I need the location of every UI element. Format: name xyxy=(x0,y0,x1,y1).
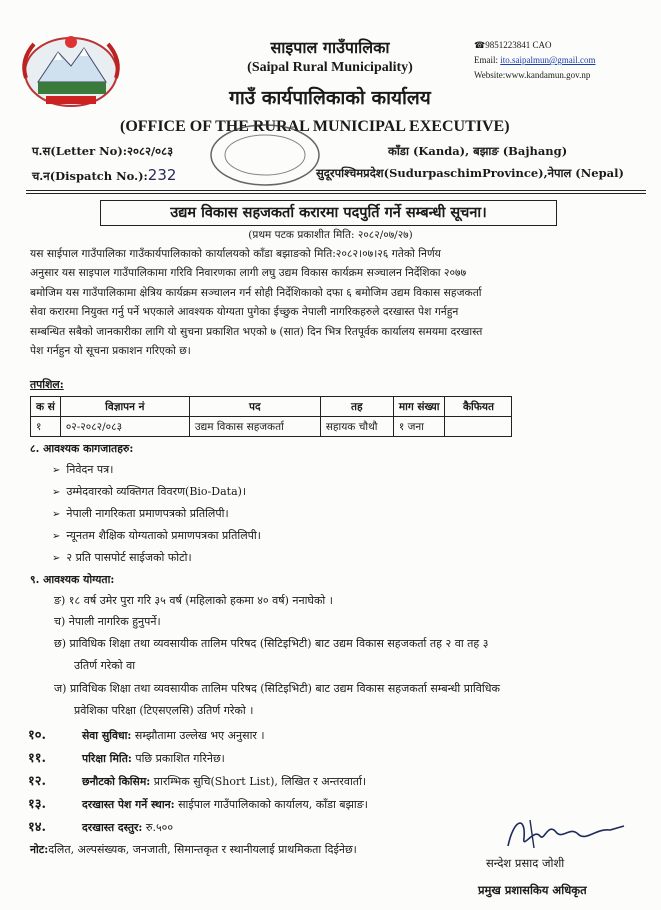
qual-item: च) नेपाली नागरिक हुनुपर्ने। xyxy=(54,615,161,628)
doc-item: ➢ २ प्रति पासपोर्ट साईजको फोटो। xyxy=(52,551,192,564)
address-line-1: काँडा (Kanda), बझाङ (Bajhang) xyxy=(388,144,568,158)
header-divider-thin xyxy=(26,193,646,194)
municipality-name-en: (Saipal Rural Municipality) xyxy=(247,60,413,75)
note-text: दलित, अल्पसंख्यक, जनजाती, सिमान्तकृत र स्थानीयलाई प्राथमिकता दिईनेछ। xyxy=(48,843,357,856)
letter-no-row xyxy=(32,144,173,159)
body-line: बमोजिम यस गाउँपालिकामा क्षेत्रिय कार्यक्रम सञ्चालन गर्न सोही निर्देशिकाको दफा ६ बमोजिम उद्यम विकास सहजकर्ता xyxy=(30,285,482,299)
table-row xyxy=(31,417,512,437)
doc-item: ➢ निवेदन पत्र। xyxy=(52,463,114,476)
table-cell xyxy=(445,417,512,437)
arrow-bullet-icon: ➢ xyxy=(52,553,61,564)
body-line: पेश गर्नहुन यो सूचना प्रकाशन गरिएको छ। xyxy=(30,344,191,358)
arrow-bullet-icon: ➢ xyxy=(52,509,61,520)
docs-heading: ८. आवश्यक कागजातहरु: xyxy=(30,442,134,455)
col-header: तह xyxy=(320,397,393,417)
handwritten-signature-icon xyxy=(500,808,630,858)
letter-no-label: प.स(Letter No): xyxy=(32,144,128,158)
letter-no-value: २०८२/०८३ xyxy=(127,144,174,158)
office-name-en: (OFFICE OF THE RURAL MUNICIPAL EXECUTIVE) xyxy=(120,118,510,135)
phone-line xyxy=(474,40,551,51)
numbered-item: १३. दरखास्त पेश गर्ने स्थान: साईपाल गाउँपालिकाको कार्यालय, काँडा बझाङ। xyxy=(28,797,368,812)
qual-item-cont: प्रवेशिका परिक्षा (टिएसएलसि) उतिर्ण गरेको । xyxy=(74,704,254,717)
email-line xyxy=(474,55,596,65)
col-header: पद xyxy=(189,397,320,417)
notice-title: उद्यम विकास सहजकर्ता करारमा पदपुर्ति गर्ने सम्बन्धी सूचना। xyxy=(100,200,557,226)
qual-heading: ९. आवश्यक योग्यता: xyxy=(30,573,115,586)
col-header: माग संख्या xyxy=(393,397,445,417)
numbered-item: १४. दरखास्त दस्तुर: रु.५०० xyxy=(28,820,174,835)
municipality-emblem-icon xyxy=(16,30,126,110)
email-label: Email: xyxy=(474,55,498,65)
details-label: तपशिल: xyxy=(30,378,64,391)
qual-item: छ) प्राविधिक शिक्षा तथा व्यवसायीक तालिम परिषद (सिटिइभिटी) बाट उद्यम विकास सहजकर्ता तह २ वा तह ३ xyxy=(54,637,489,650)
office-name-np: गाउँ कार्यपालिकाको कार्यालय xyxy=(229,87,431,109)
table-cell: १ जना xyxy=(393,417,445,437)
header-divider xyxy=(26,190,646,191)
municipality-name-np: साइपाल गाउँपालिका xyxy=(270,38,390,57)
website-line: Website:www.kandamun.gov.np xyxy=(474,70,591,80)
dispatch-no-value: 232 xyxy=(147,166,177,184)
numbered-item: ११. परिक्षा मिति: पछि प्रकाशित गरिनेछ। xyxy=(28,751,225,766)
qual-item-cont: उतिर्ण गरेको वा xyxy=(74,659,136,672)
body-line: यस साईपाल गाउँपालिका गाउँकार्यपालिकाको कार्यालयको काँडा बझाङको मिति:२०८२।०७।२६ गतेको निर्णय xyxy=(30,247,441,260)
phone-icon: ☎ xyxy=(474,40,486,50)
body-line: अनुसार यस साइपाल गाउँपालिकामा गरिवि निवारणका लागी लघु उद्यम विकास कार्यक्रम सञ्चालन निर्देशिका २०७७ xyxy=(30,266,467,280)
table-cell: ०२-२०८२/०८३ xyxy=(60,417,189,437)
arrow-bullet-icon: ➢ xyxy=(52,531,61,542)
doc-item: ➢ उम्मेदवारको व्यक्तिगत विवरण(Bio-Data)। xyxy=(52,485,247,498)
qual-item: ज) प्राविधिक शिक्षा तथा व्यवसायीक तालिम परिषद (सिटिइभिटी) बाट उद्यम विकास सहजकर्ता सम्बन्धी प्राविधिक xyxy=(54,682,500,695)
vacancy-table xyxy=(30,396,512,437)
col-header: कैफियत xyxy=(445,397,512,417)
arrow-bullet-icon: ➢ xyxy=(52,465,61,476)
email-link[interactable]: ito.saipalmun@gmail.com xyxy=(500,55,596,65)
table-header-row xyxy=(31,397,512,417)
body-line: सेवा करारमा नियुक्त गर्नु पर्ने भएकाले आवश्यक योग्यता पुगेका ईच्छुक नेपाली नागरिकहरुले दरखास्त पेश गर्नहुन xyxy=(30,305,459,319)
doc-item: ➢ न्यूनतम शैक्षिक योग्यताको प्रमाणपत्रका प्रतिलिपी। xyxy=(52,529,261,542)
col-header: क सं xyxy=(31,397,61,417)
qual-item: ङ) १८ वर्ष उमेर पुरा गरि ३५ वर्ष (महिलाको हकमा ४० वर्ष) ननाघेको । xyxy=(54,594,333,607)
table-cell: सहायक चौथौ xyxy=(320,417,393,437)
publish-date: (प्रथम पटक प्रकाशीत मिति: २०८२/०७/२७) xyxy=(248,229,413,241)
body-line: सम्बन्धित सबैको जानकारीका लागि यो सुचना प्रकाशित भएको ७ (सात) दिन भित्र रितपूर्वक कार्यालय समयमा दरखास्त xyxy=(30,324,483,338)
notice-body xyxy=(30,244,640,360)
numbered-item: १०. सेवा सुविधा: सम्झौतामा उल्लेख भए अनुसार । xyxy=(28,728,265,743)
table-cell: उद्यम विकास सहजकर्ता xyxy=(189,417,320,437)
address-line-2: सुदूरपश्चिमप्रदेश(SudurpaschimProvince),नेपाल (Nepal) xyxy=(316,166,624,180)
dispatch-no-label: च.न(Dispatch No.): xyxy=(32,169,148,183)
signatory-title: प्रमुख प्रशासकिय अधिकृत xyxy=(478,883,587,897)
col-header: विज्ञापन नं xyxy=(60,397,189,417)
table-cell: १ xyxy=(31,417,61,437)
office-stamp-icon xyxy=(205,120,325,190)
phone-number: 9851223841 CAO xyxy=(485,40,552,50)
doc-item: ➢ नेपाली नागरिकता प्रमाणपत्रको प्रतिलिपी। xyxy=(52,507,229,520)
dispatch-no-row xyxy=(32,166,176,184)
signatory-name: सन्देश प्रसाद जोशी xyxy=(486,856,565,870)
arrow-bullet-icon: ➢ xyxy=(52,487,61,498)
note-label: नोट: xyxy=(30,843,49,856)
numbered-item: १२. छनौटको किसिम: प्रारम्भिक सुचि(Short List), लिखित र अन्तरवार्ता। xyxy=(28,774,367,789)
note-line xyxy=(30,838,357,857)
